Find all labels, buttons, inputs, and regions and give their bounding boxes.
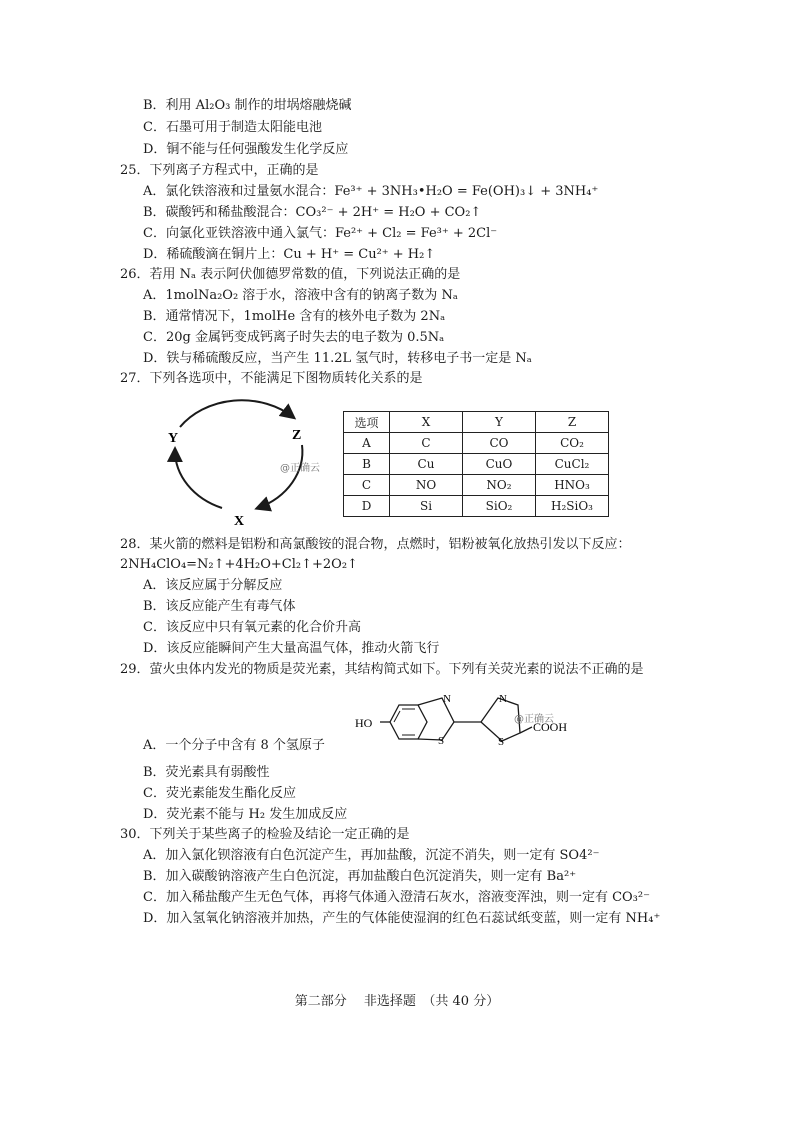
table-cell: C [390,433,463,454]
label-n2: N [499,693,507,705]
table-header-cell: Y [463,412,536,433]
table-header-cell: Z [536,412,609,433]
q29-stem: 29．萤火虫体内发光的物质是荧光素，其结构简式如下。下列有关荧光素的说法不正确的是 [120,662,644,677]
q29-option-c: C．荧光素能发生酯化反应 [143,786,296,801]
q24-option-b: B．利用 Al₂O₃ 制作的坩埚熔融烧碱 [143,98,352,113]
table-cell: SiO₂ [463,496,536,517]
q27-stem: 27．下列各选项中，不能满足下图物质转化关系的是 [120,371,423,386]
label-s2: S [498,736,505,745]
q28-option-b: B．该反应能产生有毒气体 [143,599,296,614]
part2-title: 第二部分 非选择题 （共 40 分） [294,994,500,1009]
q26-option-d: D．铁与稀硫酸反应，当产生 11.2L 氢气时，转移电子书一定是 Nₐ [143,351,532,366]
table-cell: CO₂ [536,433,609,454]
label-n1: N [443,693,451,705]
arrow-x-to-y [175,450,222,508]
q28-equation: 2NH₄ClO₄=N₂↑+4H₂O+Cl₂↑+2O₂↑ [120,557,358,572]
table-row [344,454,609,475]
table-header-row [344,412,609,433]
q28-stem: 28．某火箭的燃料是铝粉和高氯酸铵的混合物，点燃时，铝粉被氧化放热引发以下反应： [120,537,631,552]
arrow-y-to-z [180,400,293,427]
q25-stem: 25．下列离子方程式中，正确的是 [120,163,319,178]
label-s1: S [438,735,445,745]
table-cell: CO [463,433,536,454]
q29-option-b: B．荧光素具有弱酸性 [143,765,270,780]
table-cell: Si [390,496,463,517]
cycle-label-x: X [234,514,245,529]
q24-option-d: D．铜不能与任何强酸发生化学反应 [143,142,349,157]
table-header-cell: 选项 [344,412,390,433]
q27-options-table [343,411,609,517]
label-ho: HO [355,716,373,730]
q24-option-c: C．石墨可用于制造太阳能电池 [143,120,322,135]
q30-option-b: B．加入碳酸钠溶液产生白色沉淀，再加盐酸白色沉淀消失，则一定有 Ba²⁺ [143,869,577,884]
q28-option-d: D．该反应能瞬间产生大量高温气体，推动火箭飞行 [143,641,440,656]
table-row [344,475,609,496]
table-cell: NO [390,475,463,496]
table-cell: B [344,454,390,475]
table-cell: Cu [390,454,463,475]
arrow-z-to-x [258,445,302,508]
q26-option-b: B．通常情况下，1molHe 含有的核外电子数为 2Nₐ [143,309,446,324]
watermark: @正确云 [280,463,320,474]
table-cell: C [344,475,390,496]
q25-option-d: D．稀硫酸滴在铜片上：Cu + H⁺ = Cu²⁺ + H₂↑ [143,247,436,262]
q25-option-a: A．氯化铁溶液和过量氨水混合：Fe³⁺ + 3NH₃•H₂O = Fe(OH)₃↓ + 3NH₄⁺ [143,184,599,199]
luciferin-structure [350,683,590,745]
q28-option-c: C．该反应中只有氧元素的化合价升高 [143,620,361,635]
q26-stem: 26．若用 Nₐ 表示阿伏伽德罗常数的值，下列说法正确的是 [120,267,461,282]
q28-option-a: A．该反应属于分解反应 [143,578,283,593]
q30-stem: 30．下列关于某些离子的检验及结论一定正确的是 [120,827,410,842]
q26-option-a: A．1molNa₂O₂ 溶于水，溶液中含有的钠离子数为 Nₐ [143,288,458,303]
table-row [344,433,609,454]
table-cell: H₂SiO₃ [536,496,609,517]
q30-option-c: C．加入稀盐酸产生无色气体，再将气体通入澄清石灰水，溶液变浑浊，则一定有 CO₃²⁻ [143,890,650,905]
cycle-label-z: Z [292,428,302,443]
table-cell: NO₂ [463,475,536,496]
q25-option-b: B．碳酸钙和稀盐酸混合：CO₃²⁻ + 2H⁺ = H₂O + CO₂↑ [143,205,482,220]
benzene-ring [390,705,427,739]
q29-option-a: A．一个分子中含有 8 个氢原子 [143,738,325,753]
table-cell: A [344,433,390,454]
table-row [344,496,609,517]
q25-option-c: C．向氯化亚铁溶液中通入氯气：Fe²⁺ + Cl₂ = Fe³⁺ + 2Cl⁻ [143,226,498,241]
table-cell: D [344,496,390,517]
conversion-cycle-diagram [150,385,340,530]
cycle-label-y: Y [168,431,179,446]
table-cell: HNO₃ [536,475,609,496]
label-cooh: COOH [533,720,568,734]
table-header-cell: X [390,412,463,433]
table-cell: CuO [463,454,536,475]
q30-option-a: A．加入氯化钡溶液有白色沉淀产生，再加盐酸，沉淀不消失，则一定有 SO4²⁻ [143,848,600,863]
q29-option-d: D．荧光素不能与 H₂ 发生加成反应 [143,807,348,822]
watermark: @正确云 [514,714,554,725]
q26-option-c: C．20g 金属钙变成钙离子时失去的电子数为 0.5Nₐ [143,330,445,345]
table-cell: CuCl₂ [536,454,609,475]
q30-option-d: D．加入氢氧化钠溶液并加热，产生的气体能使湿润的红色石蕊试纸变蓝，则一定有 NH₄⁺ [143,911,661,926]
